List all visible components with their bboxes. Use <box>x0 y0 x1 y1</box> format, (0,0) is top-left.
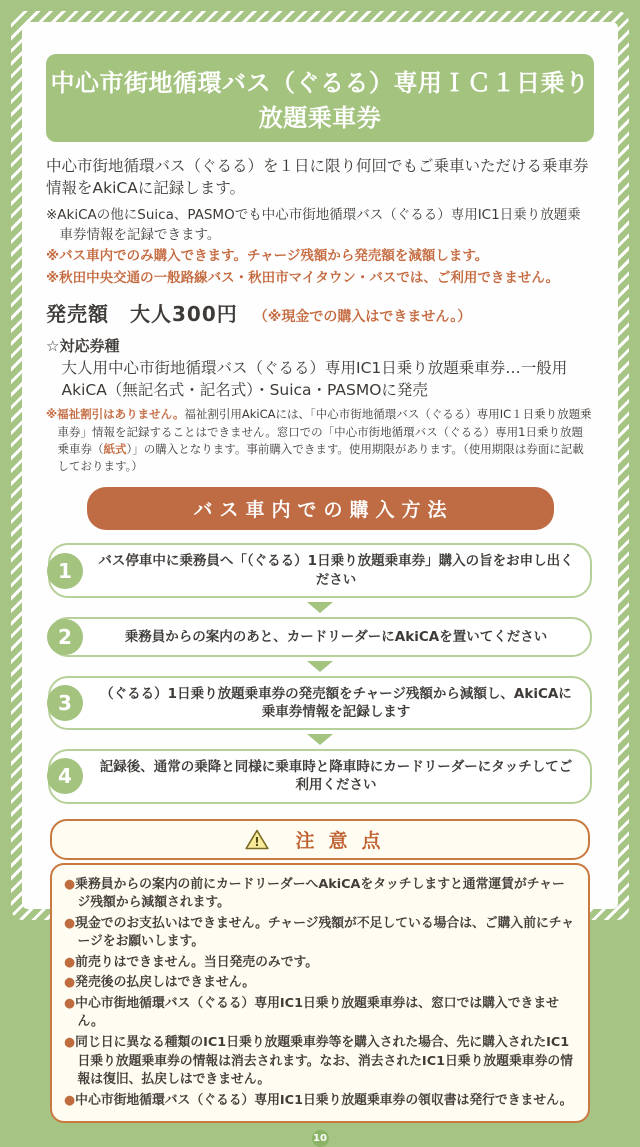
purchase-step <box>48 676 592 730</box>
caution-item-text: 現金でのお支払いはできません。チャージ残額が不足している場合は、ご購入前にチャージをお願いします。 <box>75 915 574 950</box>
caution-item <box>64 995 576 1032</box>
welfare-discount-note <box>46 406 594 475</box>
caution-item-text: 乗務員からの案内の前にカードリーダーへAkiCAをタッチしますと通常運賃がチャージ残額から減額されます。 <box>75 876 565 911</box>
bullet-icon: ● <box>64 876 76 892</box>
step-number-badge: 2 <box>47 619 83 655</box>
ticket-types-heading: ☆対応券種 <box>46 336 120 355</box>
step-number-badge: 1 <box>47 553 83 589</box>
caution-item <box>64 1034 576 1090</box>
welfare-note-mid: 福祉割引用AkiCAには、「中心市街地循環バス（ぐるる）専用IC１日乗り放題乗車券」情報を記録することはできません。窓口での「中心市街地循環バス（ぐるる）専用1日乗り放題乗車券（ <box>57 407 592 456</box>
warning-triangle-icon <box>245 829 269 850</box>
purchase-steps <box>48 543 592 803</box>
leaflet-page <box>22 22 618 1145</box>
purchase-step <box>48 543 592 597</box>
step-arrow-down-icon <box>307 602 333 613</box>
caution-item-text: 同じ日に異なる種類のIC1日乗り放題乗車券等を購入された場合、先に購入されたIC1日乗り放題乗車券の情報は消去されます。なお、消去されたIC1日乗り放題乗車券の情報は復旧、払戻しはできません。 <box>75 1035 573 1088</box>
price-cash-note: （※現金での購入はできません。） <box>253 308 472 325</box>
price-line <box>46 298 594 327</box>
bullet-icon: ● <box>64 975 76 991</box>
page-number-badge: 10 <box>312 1130 329 1147</box>
caution-item <box>64 876 576 913</box>
caution-item <box>64 1092 576 1111</box>
ticket-types-body: 大人用中心市街地循環バス（ぐるる）専用IC1日乗り放題乗車券…一般用AkiCA（無記名式・記名式）・Suica・PASMOに発売 <box>61 358 568 399</box>
step-arrow-down-icon <box>307 661 333 672</box>
intro-paragraph: 中心市街地循環バス（ぐるる）を１日に限り何回でもご乗車いただける乗車券情報をAkiCAに記録します。 <box>46 157 589 198</box>
note-bus-only: ※バス車内でのみ購入できます。チャージ残額から発売額を減額します。 <box>46 248 489 265</box>
bullet-icon: ● <box>64 1035 76 1050</box>
caution-item-text: 中心市街地循環バス（ぐるる）専用IC1日乗り放題乗車券は、窓口では購入できません。 <box>75 995 559 1030</box>
step-number-badge: 4 <box>47 758 83 794</box>
purchase-step <box>48 749 592 803</box>
welfare-note-rest: ）」の購入となります。事前購入できます。使用期限があります。（使用期限は券面に記載しております。） <box>57 441 584 474</box>
caution-item-text: 前売りはできません。当日発売のみです。 <box>75 954 319 970</box>
caution-item <box>64 954 576 973</box>
welfare-note-emphasis: ※福祉割引はありません。 <box>46 407 185 422</box>
step-text: （ぐるる）1日乗り放題乗車券の発売額をチャージ残額から減額し、AkiCAに乗車券情報を記録します <box>100 685 572 720</box>
step-text: 記録後、通常の乗降と同様に乗車時と降車時にカードリーダーにタッチしてご利用ください <box>99 759 573 794</box>
step-number-badge: 3 <box>47 685 83 721</box>
note-akica-suica-pasmo: ※AkiCAの他にSuica、PASMOでも中心市街地循環バス（ぐるる）専用IC1日乗り放題乗車券情報を記録できます。 <box>46 206 581 244</box>
welfare-note-paper: 紙式 <box>103 441 127 456</box>
caution-list <box>50 863 590 1124</box>
purchase-step <box>48 617 592 657</box>
bullet-icon: ● <box>64 915 76 931</box>
caution-item-text: 中心市街地循環バス（ぐるる）専用IC1日乗り放題乗車券の領収書は発行できません。 <box>75 1092 573 1108</box>
svg-text:!: ! <box>254 834 261 849</box>
caution-item <box>64 974 576 993</box>
bullet-icon: ● <box>64 1092 76 1108</box>
price-label: 発売額 大人300円 <box>46 301 238 326</box>
caution-heading: 注意点 <box>295 829 395 852</box>
bullet-icon: ● <box>64 954 76 970</box>
purchase-method-heading: バス車内での購入方法 <box>87 487 554 530</box>
step-text: 乗務員からの案内のあと、カードリーダーにAkiCAを置いてください <box>124 628 548 645</box>
caution-item <box>64 915 576 952</box>
step-arrow-down-icon <box>307 734 333 745</box>
page-title: 中心市街地循環バス（ぐるる）専用ＩＣ１日乗り放題乗車券 <box>46 54 594 142</box>
caution-heading-box <box>50 819 590 860</box>
note-not-usable-lines: ※秋田中央交通の一般路線バス・秋田市マイタウン・バスでは、ご利用できません。 <box>46 269 560 286</box>
caution-item-text: 発売後の払戻しはできません。 <box>75 975 256 991</box>
bullet-icon: ● <box>64 995 76 1011</box>
step-text: バス停車中に乗務員へ「（ぐるる）1日乗り放題乗車券」購入の旨をお申し出ください <box>98 553 574 588</box>
